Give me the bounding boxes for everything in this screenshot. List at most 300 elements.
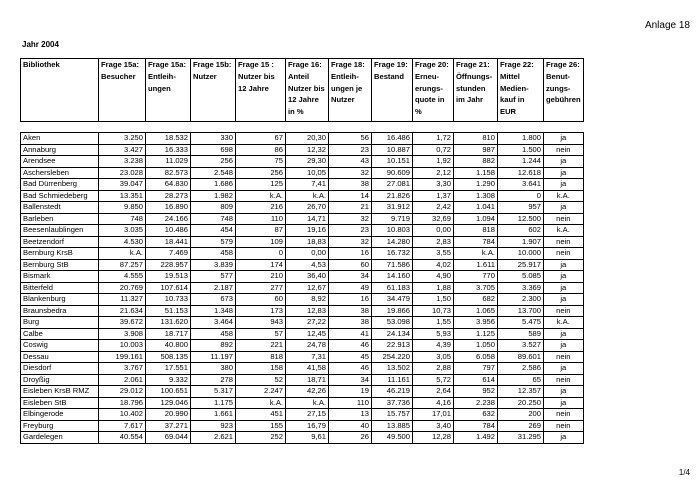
table-cell: 18,71: [286, 374, 329, 386]
table-cell: 86: [236, 144, 286, 156]
table-cell: 7.617: [99, 420, 146, 432]
table-row: [21, 282, 584, 294]
table-cell: nein: [544, 409, 584, 421]
table-cell: 454: [191, 225, 236, 237]
table-cell: 3.464: [191, 317, 236, 329]
table-row: [21, 133, 584, 145]
table-cell: 28.273: [146, 190, 191, 202]
table-cell: 17.551: [146, 363, 191, 375]
table-cell: ja: [544, 397, 584, 409]
table-cell: 32: [329, 213, 372, 225]
table-cell: 18.717: [146, 328, 191, 340]
table-row: [21, 190, 584, 202]
table-cell: 18.441: [146, 236, 191, 248]
table-cell: 18.532: [146, 133, 191, 145]
table-cell: 90.609: [372, 167, 413, 179]
table-cell: 64.830: [146, 179, 191, 191]
table-cell: ja: [544, 386, 584, 398]
table-cell: 10,05: [286, 167, 329, 179]
table-cell: 2.621: [191, 432, 236, 444]
table-cell: 29,30: [286, 156, 329, 168]
table-cell: 748: [99, 213, 146, 225]
table-cell: 1.982: [191, 190, 236, 202]
table-cell: 11.161: [372, 374, 413, 386]
table-cell: nein: [544, 420, 584, 432]
table-cell: k.A.: [286, 397, 329, 409]
table-cell: 1.686: [191, 179, 236, 191]
table-cell: 51.153: [146, 305, 191, 317]
table-cell: 3.767: [99, 363, 146, 375]
table-cell: 13.700: [498, 305, 544, 317]
table-cell: ja: [544, 432, 584, 444]
library-name-cell: Diesdorf: [21, 363, 99, 375]
table-cell: nein: [544, 305, 584, 317]
table-cell: 380: [191, 363, 236, 375]
table-cell: 16.486: [372, 133, 413, 145]
table-cell: 602: [498, 225, 544, 237]
table-cell: 2,88: [413, 363, 454, 375]
table-cell: 4,53: [286, 259, 329, 271]
table-cell: 1.244: [498, 156, 544, 168]
table-cell: 673: [191, 294, 236, 306]
table-cell: 9.850: [99, 202, 146, 214]
column-header: Frage 15b: Nutzer: [191, 59, 236, 122]
table-cell: 11.029: [146, 156, 191, 168]
annex-label: Anlage 18: [644, 20, 690, 31]
table-row: [21, 374, 584, 386]
table-cell: 4,90: [413, 271, 454, 283]
table-cell: 589: [498, 328, 544, 340]
table-cell: 10.733: [146, 294, 191, 306]
table-cell: k.A.: [236, 190, 286, 202]
table-row: [21, 340, 584, 352]
table-cell: 57: [236, 328, 286, 340]
table-cell: 24.166: [146, 213, 191, 225]
table-cell: 9.332: [146, 374, 191, 386]
table-cell: 16: [329, 248, 372, 260]
table-cell: 131.620: [146, 317, 191, 329]
table-cell: 810: [454, 133, 498, 145]
table-cell: 784: [454, 420, 498, 432]
table-row: [21, 202, 584, 214]
table-row: [21, 386, 584, 398]
table-cell: 23.028: [99, 167, 146, 179]
table-cell: 39.672: [99, 317, 146, 329]
table-cell: 49: [329, 282, 372, 294]
table-cell: 1.125: [454, 328, 498, 340]
table-row: [21, 432, 584, 444]
table-cell: 1.661: [191, 409, 236, 421]
table-cell: 20.990: [146, 409, 191, 421]
table-cell: 5,72: [413, 374, 454, 386]
library-name-cell: Gardelegen: [21, 432, 99, 444]
table-cell: 38: [329, 179, 372, 191]
table-cell: 2.247: [236, 386, 286, 398]
table-cell: 5.085: [498, 271, 544, 283]
table-cell: 12.500: [498, 213, 544, 225]
table-cell: 3.238: [99, 156, 146, 168]
table-cell: 7,31: [286, 351, 329, 363]
table-cell: 60: [329, 259, 372, 271]
table-cell: 2.548: [191, 167, 236, 179]
library-name-cell: Arendsee: [21, 156, 99, 168]
table-cell: 4.530: [99, 236, 146, 248]
library-name-cell: Bitterfeld: [21, 282, 99, 294]
table-cell: 210: [236, 271, 286, 283]
table-cell: 110: [236, 213, 286, 225]
spacer-row: [21, 122, 584, 133]
table-cell: 3.527: [498, 340, 544, 352]
table-cell: 14.280: [372, 236, 413, 248]
table-cell: 1,50: [413, 294, 454, 306]
table-cell: 87: [236, 225, 286, 237]
library-name-cell: Beesenlaublingen: [21, 225, 99, 237]
table-cell: 125: [236, 179, 286, 191]
table-cell: 27,15: [286, 409, 329, 421]
table-cell: 8,92: [286, 294, 329, 306]
library-name-cell: Eisleben StB: [21, 397, 99, 409]
table-cell: 682: [454, 294, 498, 306]
library-statistics-table: [20, 58, 584, 444]
column-header: Frage 15a: Besucher: [99, 59, 146, 122]
library-name-cell: Coswig: [21, 340, 99, 352]
library-name-cell: Beetzendorf: [21, 236, 99, 248]
library-name-cell: Annaburg: [21, 144, 99, 156]
table-cell: 3.250: [99, 133, 146, 145]
table-cell: 15.757: [372, 409, 413, 421]
table-cell: 12,83: [286, 305, 329, 317]
table-cell: 49.500: [372, 432, 413, 444]
table-cell: 13.502: [372, 363, 413, 375]
table-cell: 12,28: [413, 432, 454, 444]
table-cell: 2,64: [413, 386, 454, 398]
table-row: [21, 248, 584, 260]
table-cell: 107.614: [146, 282, 191, 294]
table-cell: 82.573: [146, 167, 191, 179]
table-cell: 61.183: [372, 282, 413, 294]
table-cell: 1.308: [454, 190, 498, 202]
table-cell: 809: [191, 202, 236, 214]
table-cell: 7,41: [286, 179, 329, 191]
library-name-cell: Elbingerode: [21, 409, 99, 421]
table-cell: ja: [544, 156, 584, 168]
table-cell: 1,92: [413, 156, 454, 168]
table-cell: 42,26: [286, 386, 329, 398]
library-name-cell: Braunsbedra: [21, 305, 99, 317]
table-cell: 3,30: [413, 179, 454, 191]
table-cell: 770: [454, 271, 498, 283]
table-cell: 16.732: [372, 248, 413, 260]
table-row: [21, 294, 584, 306]
table-cell: 36,40: [286, 271, 329, 283]
table-cell: 0,72: [413, 144, 454, 156]
table-row: [21, 420, 584, 432]
column-header: Frage 22: Mittel Medien-kauf in EUR: [498, 59, 544, 122]
table-cell: 4,39: [413, 340, 454, 352]
table-cell: 12,45: [286, 328, 329, 340]
table-cell: 71.586: [372, 259, 413, 271]
table-row: [21, 179, 584, 191]
table-cell: 21.634: [99, 305, 146, 317]
column-header: Frage 26: Benut-zungs-gebühren: [544, 59, 584, 122]
library-name-cell: Dessau: [21, 351, 99, 363]
library-name-cell: Bernburg KrsB: [21, 248, 99, 260]
table-cell: 269: [498, 420, 544, 432]
library-name-cell: Freyburg: [21, 420, 99, 432]
table-cell: 1,55: [413, 317, 454, 329]
table-cell: 29.012: [99, 386, 146, 398]
table-cell: 89.601: [498, 351, 544, 363]
table-row: [21, 213, 584, 225]
table-cell: 13.351: [99, 190, 146, 202]
table-cell: ja: [544, 328, 584, 340]
table-cell: nein: [544, 351, 584, 363]
column-header: Frage 18: Entleih-ungen je Nutzer: [329, 59, 372, 122]
library-name-cell: Aken: [21, 133, 99, 145]
table-cell: ja: [544, 363, 584, 375]
table-cell: 698: [191, 144, 236, 156]
table-cell: 1,72: [413, 133, 454, 145]
table-cell: 7.469: [146, 248, 191, 260]
table-cell: 17,01: [413, 409, 454, 421]
table-cell: 5.317: [191, 386, 236, 398]
table-cell: 34.479: [372, 294, 413, 306]
table-cell: 25.917: [498, 259, 544, 271]
table-cell: 252: [236, 432, 286, 444]
table-row: [21, 144, 584, 156]
column-header: Frage 16: Anteil Nutzer bis 12 Jahre in %: [286, 59, 329, 122]
table-cell: k.A.: [454, 248, 498, 260]
table-cell: 577: [191, 271, 236, 283]
table-cell: 16.333: [146, 144, 191, 156]
table-cell: 13: [329, 409, 372, 421]
table-cell: 40.554: [99, 432, 146, 444]
table-cell: nein: [544, 236, 584, 248]
table-cell: 1.290: [454, 179, 498, 191]
table-cell: 1,37: [413, 190, 454, 202]
table-cell: 10.402: [99, 409, 146, 421]
table-cell: 23: [329, 144, 372, 156]
table-cell: 41,58: [286, 363, 329, 375]
table-cell: 277: [236, 282, 286, 294]
table-cell: 9,61: [286, 432, 329, 444]
table-cell: 12.618: [498, 167, 544, 179]
table-cell: 1.500: [498, 144, 544, 156]
table-cell: ja: [544, 259, 584, 271]
table-cell: 18,83: [286, 236, 329, 248]
table-cell: 200: [498, 409, 544, 421]
table-cell: 3,55: [413, 248, 454, 260]
table-cell: 26: [329, 432, 372, 444]
table-cell: 2.300: [498, 294, 544, 306]
table-cell: 75: [236, 156, 286, 168]
table-cell: 20.769: [99, 282, 146, 294]
table-cell: 34: [329, 374, 372, 386]
table-cell: ja: [544, 202, 584, 214]
table-row: [21, 259, 584, 271]
table-cell: 41: [329, 328, 372, 340]
table-cell: 3.427: [99, 144, 146, 156]
table-cell: 0,00: [413, 225, 454, 237]
table-cell: 46: [329, 340, 372, 352]
table-cell: 109: [236, 236, 286, 248]
table-cell: 818: [236, 351, 286, 363]
table-cell: 23: [329, 225, 372, 237]
library-name-cell: Barleben: [21, 213, 99, 225]
table-cell: 256: [191, 156, 236, 168]
table-cell: 52: [236, 374, 286, 386]
table-cell: 3.839: [191, 259, 236, 271]
table-cell: 32,69: [413, 213, 454, 225]
table-cell: 330: [191, 133, 236, 145]
table-cell: 987: [454, 144, 498, 156]
table-cell: 110: [329, 397, 372, 409]
table-cell: 6.058: [454, 351, 498, 363]
table-cell: 1.348: [191, 305, 236, 317]
table-cell: 2,83: [413, 236, 454, 248]
table-header-row: [21, 59, 584, 122]
table-cell: 21: [329, 202, 372, 214]
table-cell: 26,70: [286, 202, 329, 214]
table-cell: 19.866: [372, 305, 413, 317]
table-cell: 451: [236, 409, 286, 421]
table-cell: 3,05: [413, 351, 454, 363]
table-cell: 24,78: [286, 340, 329, 352]
table-cell: 10.803: [372, 225, 413, 237]
table-cell: 2.061: [99, 374, 146, 386]
table-cell: 1.094: [454, 213, 498, 225]
table-cell: k.A.: [544, 317, 584, 329]
table-cell: 27,22: [286, 317, 329, 329]
table-cell: 173: [236, 305, 286, 317]
table-cell: 10.151: [372, 156, 413, 168]
table-cell: 0: [498, 190, 544, 202]
table-cell: 458: [191, 248, 236, 260]
table-cell: 3.035: [99, 225, 146, 237]
table-cell: 10,73: [413, 305, 454, 317]
table-cell: 508.135: [146, 351, 191, 363]
table-row: [21, 328, 584, 340]
table-cell: 43: [329, 156, 372, 168]
table-cell: 40: [329, 420, 372, 432]
table-cell: 67: [236, 133, 286, 145]
table-cell: 2.187: [191, 282, 236, 294]
table-cell: 784: [454, 236, 498, 248]
library-name-cell: Eisleben KrsB RMZ: [21, 386, 99, 398]
table-cell: 5,93: [413, 328, 454, 340]
table-cell: k.A.: [99, 248, 146, 260]
table-cell: 0,00: [286, 248, 329, 260]
table-cell: ja: [544, 340, 584, 352]
table-cell: 11.197: [191, 351, 236, 363]
table-cell: 5.475: [498, 317, 544, 329]
table-cell: 158: [236, 363, 286, 375]
table-cell: 32: [329, 236, 372, 248]
table-cell: 1.907: [498, 236, 544, 248]
table-cell: 38: [329, 305, 372, 317]
table-cell: 10.003: [99, 340, 146, 352]
table-cell: 20.250: [498, 397, 544, 409]
table-cell: 31.912: [372, 202, 413, 214]
table-cell: 12,67: [286, 282, 329, 294]
table-cell: 3.956: [454, 317, 498, 329]
library-name-cell: Bad Schmiedeberg: [21, 190, 99, 202]
page-number: 1/4: [678, 468, 690, 477]
table-cell: 957: [498, 202, 544, 214]
table-row: [21, 317, 584, 329]
table-cell: 129.046: [146, 397, 191, 409]
table-cell: 40.800: [146, 340, 191, 352]
table-cell: 21.826: [372, 190, 413, 202]
table-cell: 100.651: [146, 386, 191, 398]
library-name-cell: Ballenstedt: [21, 202, 99, 214]
table-cell: 3.908: [99, 328, 146, 340]
table-cell: 4,16: [413, 397, 454, 409]
table-cell: 155: [236, 420, 286, 432]
table-cell: 1.492: [454, 432, 498, 444]
library-name-cell: Burg: [21, 317, 99, 329]
table-cell: 65: [498, 374, 544, 386]
column-header: Bibliothek: [21, 59, 99, 122]
column-header: Frage 15 : Nutzer bis 12 Jahre: [236, 59, 286, 122]
table-cell: 10.887: [372, 144, 413, 156]
table-cell: 3.369: [498, 282, 544, 294]
table-cell: 797: [454, 363, 498, 375]
table-cell: ja: [544, 133, 584, 145]
table-cell: 1.050: [454, 340, 498, 352]
table-cell: 22.913: [372, 340, 413, 352]
table-cell: 2.238: [454, 397, 498, 409]
table-cell: 13.885: [372, 420, 413, 432]
table-cell: 37.736: [372, 397, 413, 409]
table-cell: 14.160: [372, 271, 413, 283]
table-row: [21, 305, 584, 317]
table-cell: 882: [454, 156, 498, 168]
table-cell: 10.000: [498, 248, 544, 260]
column-header: Frage 21: Öffnungs-stunden im Jahr: [454, 59, 498, 122]
table-cell: ja: [544, 271, 584, 283]
table-cell: 221: [236, 340, 286, 352]
table-cell: ja: [544, 294, 584, 306]
table-cell: 14,71: [286, 213, 329, 225]
table-cell: 46: [329, 363, 372, 375]
table-cell: nein: [544, 374, 584, 386]
table-cell: 24.134: [372, 328, 413, 340]
table-cell: 18.796: [99, 397, 146, 409]
table-cell: 56: [329, 133, 372, 145]
table-cell: 19,16: [286, 225, 329, 237]
year-label: Jahr 2004: [22, 40, 59, 49]
table-row: [21, 397, 584, 409]
table-cell: 216: [236, 202, 286, 214]
table-row: [21, 363, 584, 375]
table-cell: 60: [236, 294, 286, 306]
library-name-cell: Blankenburg: [21, 294, 99, 306]
table-cell: 10.486: [146, 225, 191, 237]
table-cell: 16: [329, 294, 372, 306]
table-cell: 199.161: [99, 351, 146, 363]
table-cell: 256: [236, 167, 286, 179]
table-cell: 2.586: [498, 363, 544, 375]
table-cell: 3.641: [498, 179, 544, 191]
table-cell: 16.890: [146, 202, 191, 214]
table-cell: 1.065: [454, 305, 498, 317]
library-name-cell: Calbe: [21, 328, 99, 340]
table-cell: 943: [236, 317, 286, 329]
table-row: [21, 236, 584, 248]
table-cell: 228.957: [146, 259, 191, 271]
table-row: [21, 351, 584, 363]
